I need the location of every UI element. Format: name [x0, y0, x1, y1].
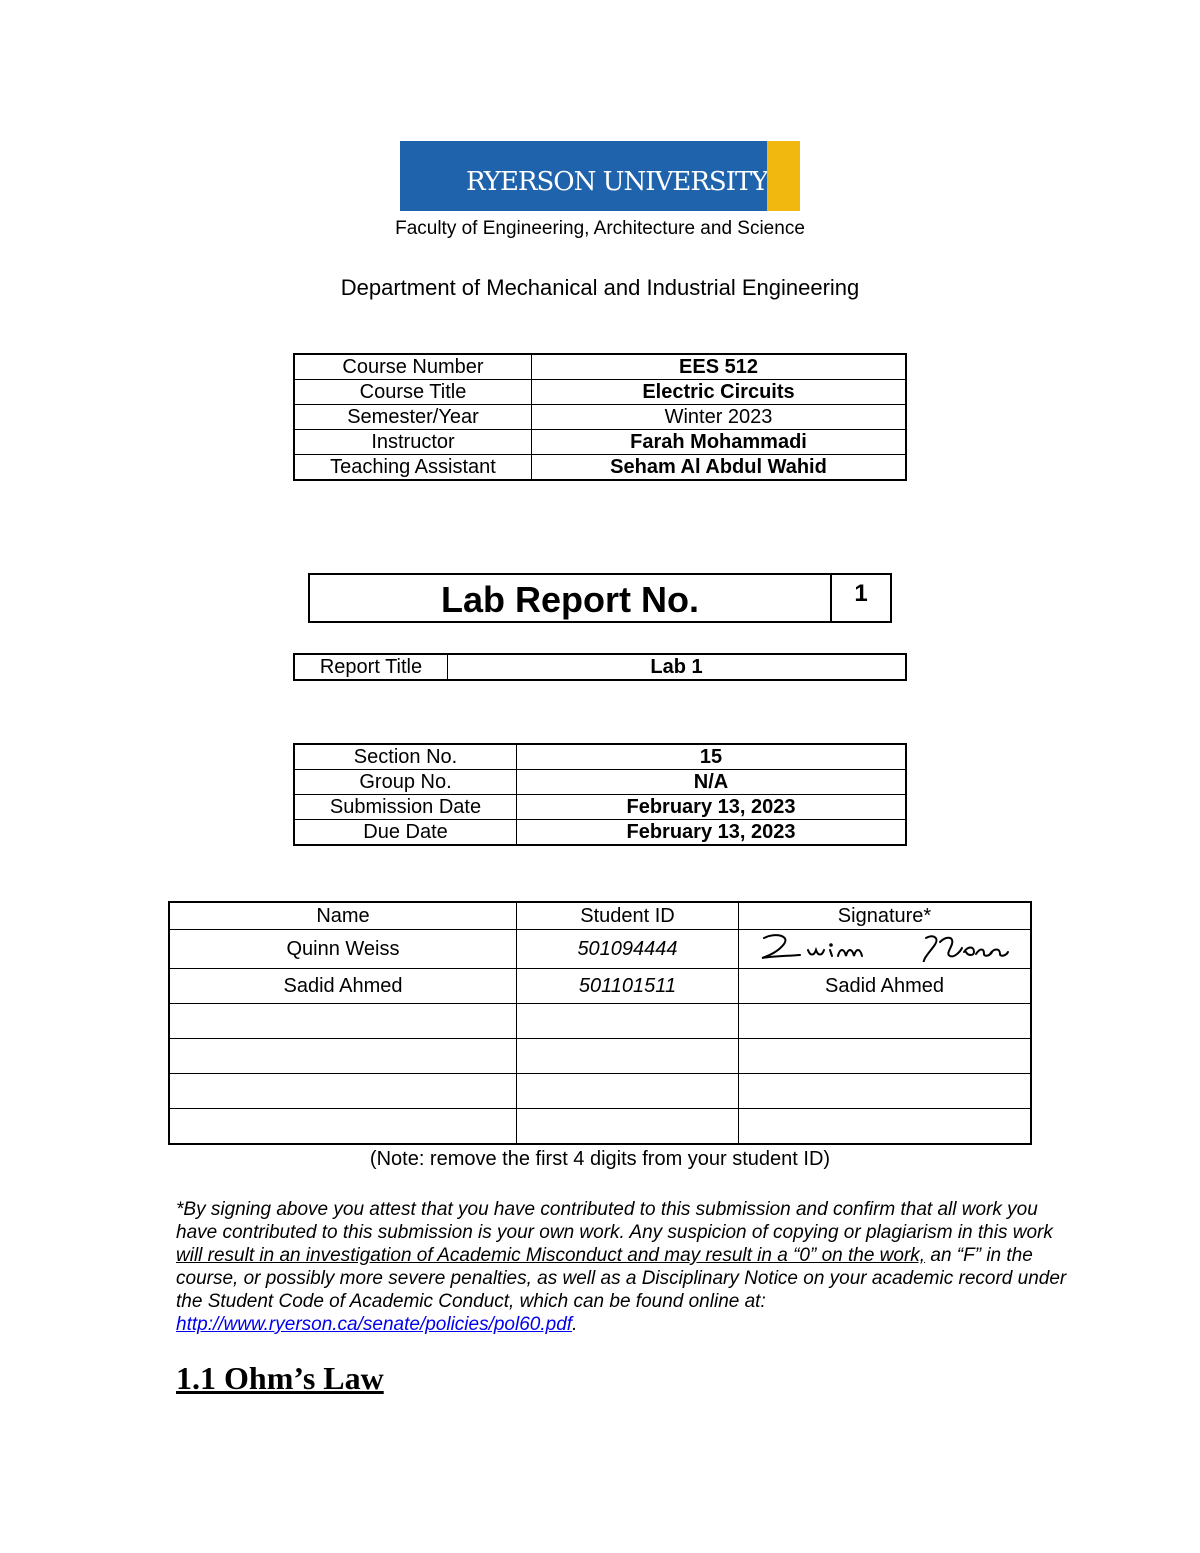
- group-row: [294, 770, 906, 795]
- report-title-label: Report Title: [294, 654, 448, 680]
- department-name: Department of Mechanical and Industrial Engineering: [340, 275, 860, 300]
- report-title-table: [293, 653, 907, 681]
- course-number-row: [294, 354, 906, 380]
- section-row: [294, 744, 906, 770]
- university-logo: [400, 141, 800, 211]
- student-name: Sadid Ahmed: [169, 969, 517, 1004]
- student-id: 501101511: [517, 969, 739, 1004]
- empty-row: [169, 1074, 1031, 1109]
- semester-value: Winter 2023: [532, 405, 907, 430]
- due-date-label: Due Date: [294, 820, 517, 846]
- ta-row: [294, 455, 906, 481]
- name-header: Name: [169, 902, 517, 930]
- attestation-warning: will result in an investigation of Academic Misconduct and may result in a “0” on the work,: [176, 1245, 926, 1266]
- empty-row: [169, 1004, 1031, 1039]
- signature-cell: [739, 930, 1032, 969]
- semester-label: Semester/Year: [294, 405, 532, 430]
- course-number-value: EES 512: [532, 354, 907, 380]
- ta-value: Seham Al Abdul Wahid: [532, 455, 907, 481]
- students-header-row: [169, 902, 1031, 930]
- attestation-end: .: [572, 1314, 578, 1335]
- instructor-value: Farah Mohammadi: [532, 430, 907, 455]
- section-value: 15: [517, 744, 907, 770]
- group-label: Group No.: [294, 770, 517, 795]
- attestation-paragraph: [176, 1198, 1068, 1336]
- student-name: Quinn Weiss: [169, 930, 517, 969]
- faculty-name: Faculty of Engineering, Architecture and Science: [395, 218, 805, 239]
- student-id-header: Student ID: [517, 902, 739, 930]
- signature-cell: Sadid Ahmed: [739, 969, 1032, 1004]
- instructor-row: [294, 430, 906, 455]
- table-row: [169, 969, 1031, 1004]
- section-label: Section No.: [294, 744, 517, 770]
- report-title-value: Lab 1: [448, 654, 907, 680]
- section-heading: 1.1 Ohm’s Law: [176, 1360, 384, 1396]
- logo-text: RYERSON UNIVERSITY: [466, 167, 768, 197]
- due-date-row: [294, 820, 906, 846]
- signature-header: Signature*: [739, 902, 1032, 930]
- submission-info-table: [293, 743, 907, 846]
- course-number-label: Course Number: [294, 354, 532, 380]
- empty-row: [169, 1039, 1031, 1074]
- instructor-label: Instructor: [294, 430, 532, 455]
- course-title-label: Course Title: [294, 380, 532, 405]
- course-title-row: [294, 380, 906, 405]
- empty-row: [169, 1109, 1031, 1145]
- submission-date-value: February 13, 2023: [517, 795, 907, 820]
- attestation-text-1: *By signing above you attest that you have contributed to this submission and confirm that all work you have contributed to this submission is your own work. Any suspicion of copying or plagiarism in this work: [176, 1199, 1053, 1243]
- course-title-value: Electric Circuits: [532, 380, 907, 405]
- ta-label: Teaching Assistant: [294, 455, 532, 481]
- lab-report-box: [308, 573, 892, 623]
- table-row: [169, 930, 1031, 969]
- group-value: N/A: [517, 770, 907, 795]
- submission-date-row: [294, 795, 906, 820]
- course-info-table: [293, 353, 907, 481]
- student-id: 501094444: [517, 930, 739, 969]
- semester-row: [294, 405, 906, 430]
- logo-gold-bar: [767, 141, 800, 211]
- submission-date-label: Submission Date: [294, 795, 517, 820]
- lab-report-number: 1: [854, 580, 868, 607]
- lab-report-label: Lab Report No.: [310, 575, 832, 621]
- student-id-note: (Note: remove the first 4 digits from your student ID): [369, 1148, 831, 1170]
- handwritten-signature: [754, 930, 1016, 962]
- policy-link[interactable]: http://www.ryerson.ca/senate/policies/pol60.pdf: [176, 1314, 573, 1335]
- students-table: [168, 901, 1032, 1145]
- due-date-value: February 13, 2023: [517, 820, 907, 846]
- attestation-text-2: an “F” in the course, or possibly more severe penalties, as well as a Disciplinary Notice on your academic record under the Student Code of Academic Conduct, which can be found online at:: [176, 1245, 1067, 1312]
